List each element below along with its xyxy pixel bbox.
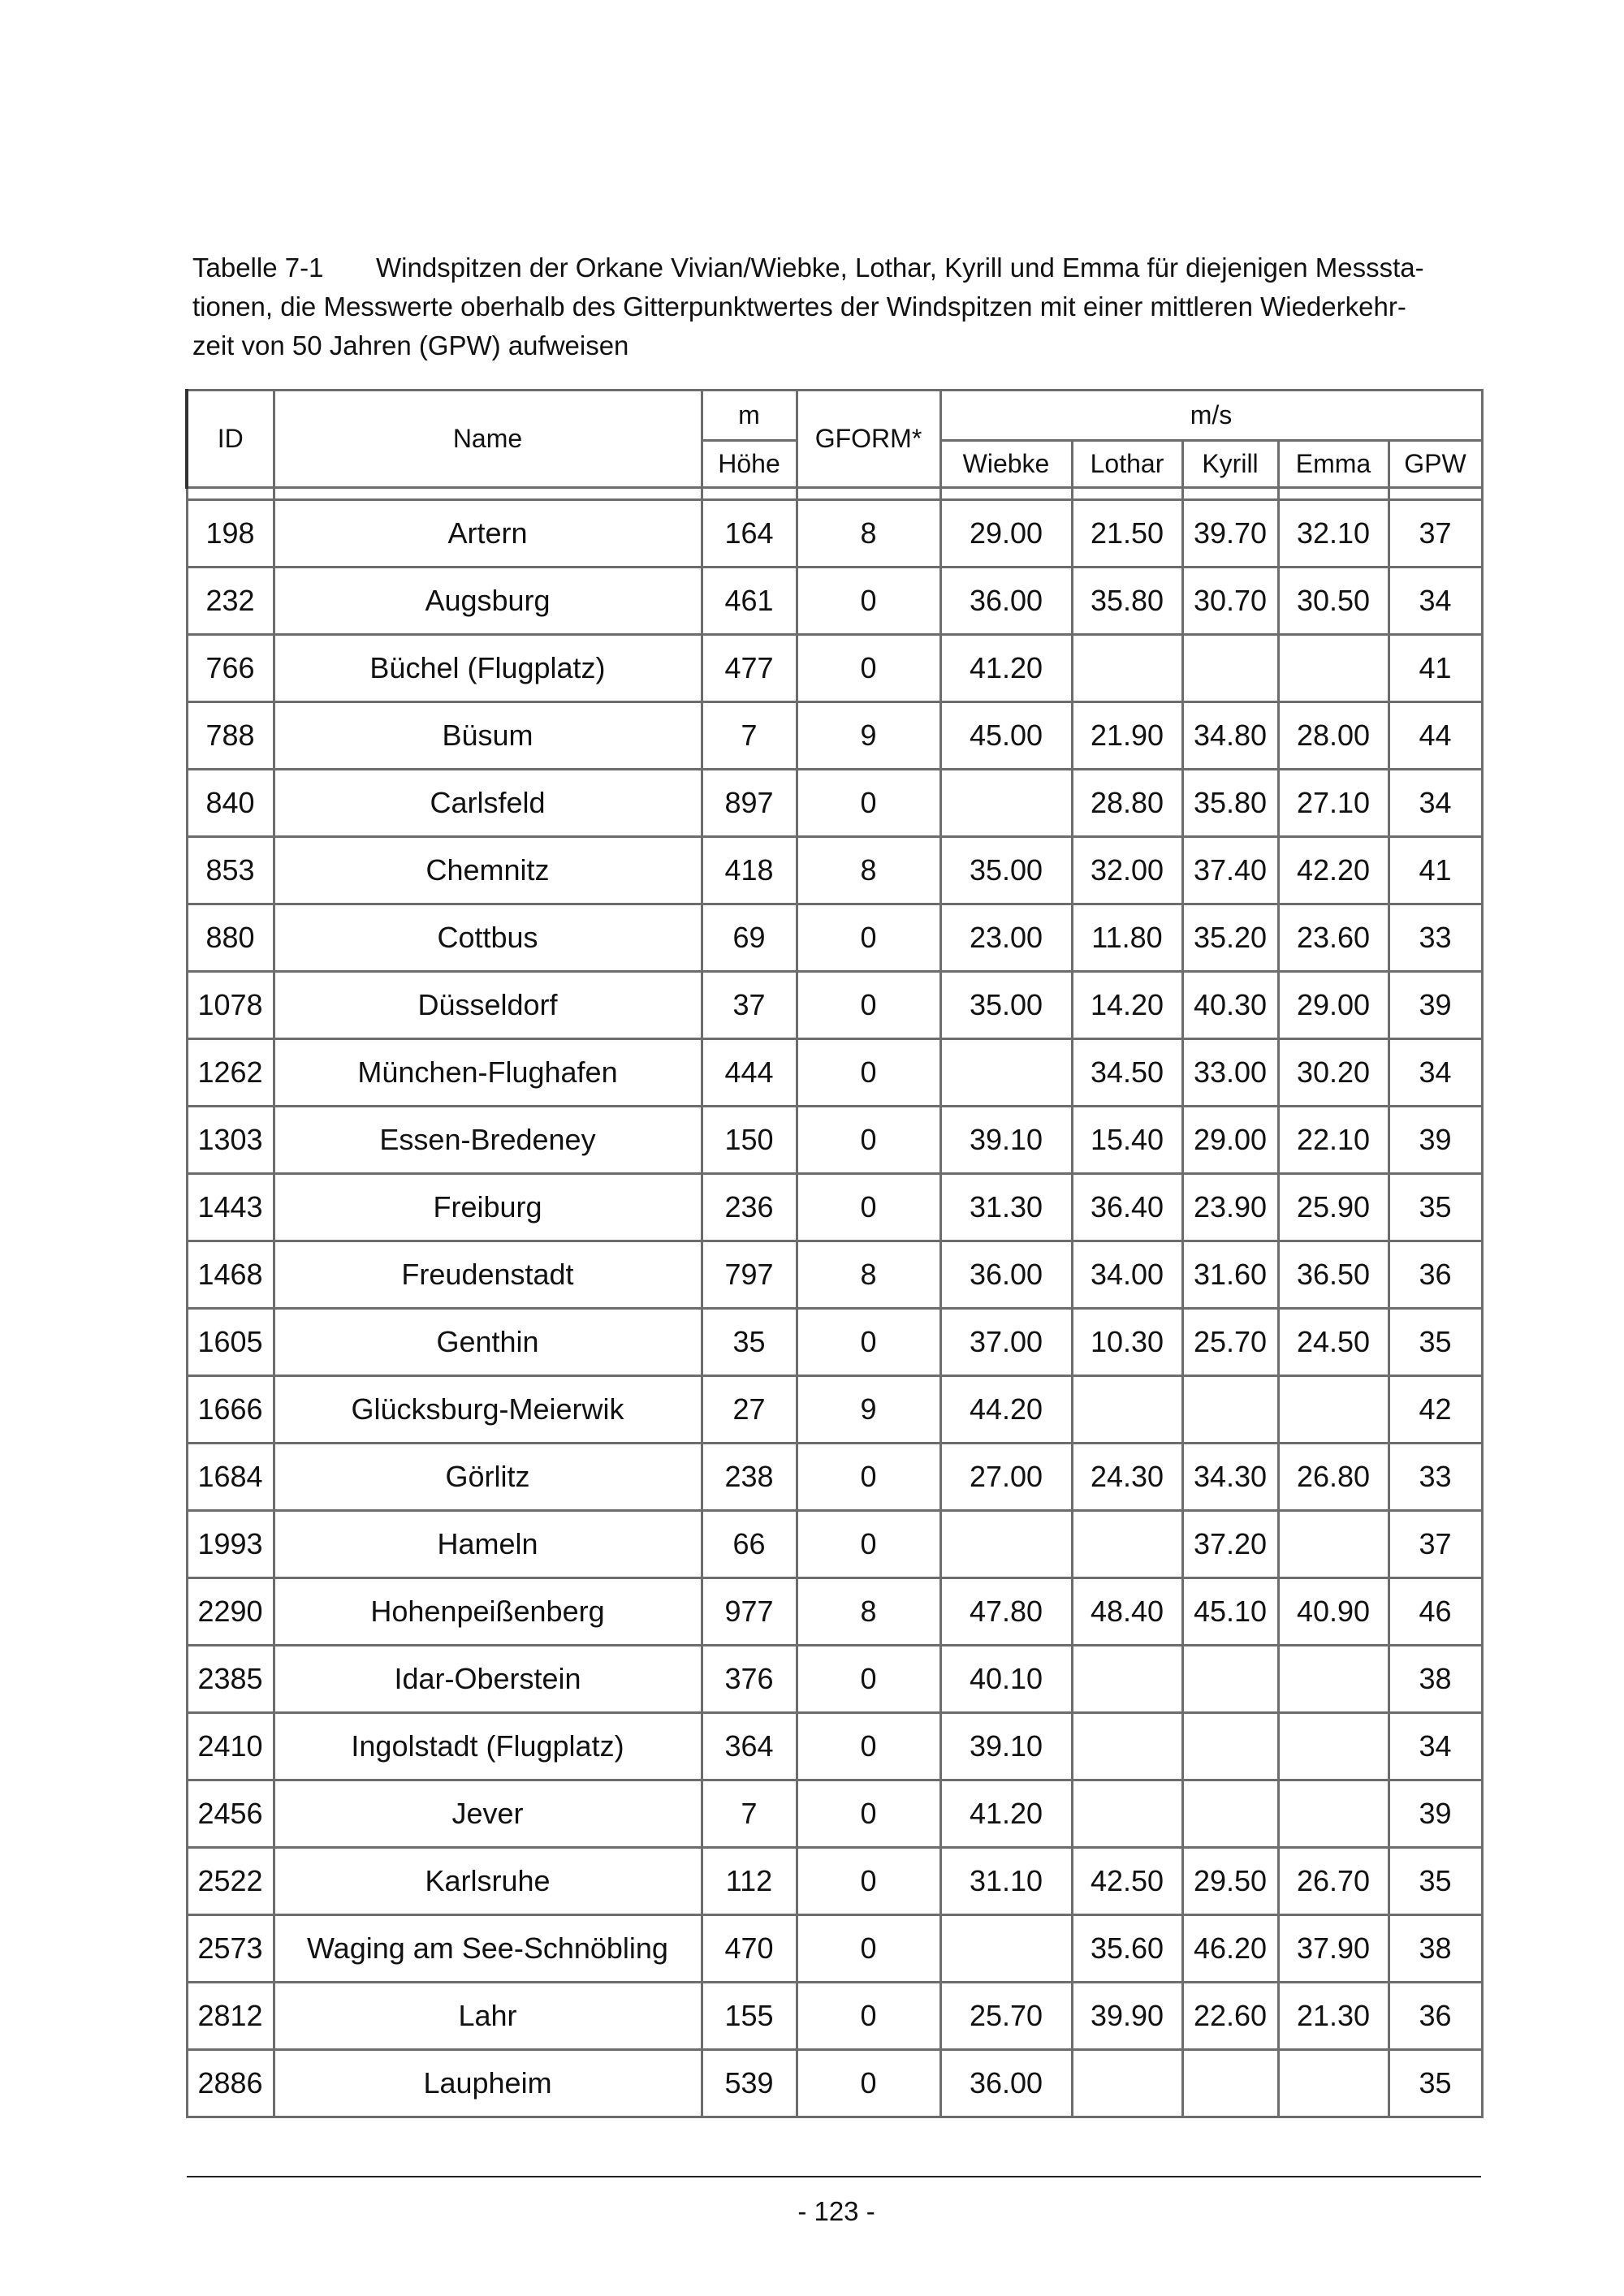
cell-kyrill [1182, 635, 1278, 702]
cell-emma: 37.90 [1278, 1915, 1389, 1983]
caption-line-3: zeit von 50 Jahren (GPW) aufweisen [192, 330, 629, 360]
cell-emma: 27.10 [1278, 770, 1389, 837]
page-number: - 123 - [797, 2196, 875, 2226]
cell-lothar [1072, 1511, 1182, 1578]
col-header-gform: GFORM* [797, 391, 940, 488]
col-header-unit-m: m [702, 391, 797, 441]
col-header-lothar: Lothar [1072, 441, 1182, 488]
cell-hoehe: 69 [702, 904, 797, 972]
cell-emma: 26.80 [1278, 1444, 1389, 1511]
cell-gform: 0 [797, 2050, 940, 2117]
col-header-wiebke: Wiebke [940, 441, 1072, 488]
cell-lothar: 42.50 [1072, 1848, 1182, 1915]
table-row [187, 635, 1482, 702]
caption-line-1 [192, 248, 1459, 287]
cell-wiebke [940, 1511, 1072, 1578]
cell-kyrill: 45.10 [1182, 1578, 1278, 1646]
cell-hoehe: 977 [702, 1578, 797, 1646]
cell-gform: 0 [797, 1713, 940, 1780]
table-row [187, 568, 1482, 635]
cell-gform: 0 [797, 770, 940, 837]
cell-emma: 29.00 [1278, 972, 1389, 1039]
cell-lothar: 39.90 [1072, 1983, 1182, 2050]
cell-gform: 0 [797, 1780, 940, 1848]
caption-text-1: Windspitzen der Orkane Vivian/Wiebke, Lothar, Kyrill und Emma für diejenigen Messsta- [376, 252, 1424, 283]
cell-id: 198 [187, 500, 274, 568]
cell-id: 853 [187, 837, 274, 904]
cell-wiebke: 27.00 [940, 1444, 1072, 1511]
cell-hoehe: 539 [702, 2050, 797, 2117]
cell-lothar: 10.30 [1072, 1309, 1182, 1376]
col-header-id: ID [187, 391, 274, 488]
table-caption [192, 248, 1459, 365]
cell-id: 1303 [187, 1107, 274, 1174]
cell-gpw: 37 [1389, 500, 1482, 568]
cell-name: Carlsfeld [274, 770, 702, 837]
table-row [187, 1915, 1482, 1983]
cell-kyrill: 34.30 [1182, 1444, 1278, 1511]
cell-gpw: 35 [1389, 1309, 1482, 1376]
cell-wiebke: 44.20 [940, 1376, 1072, 1444]
cell-gpw: 37 [1389, 1511, 1482, 1578]
cell-gpw: 35 [1389, 1174, 1482, 1241]
cell-id: 840 [187, 770, 274, 837]
cell-wiebke: 39.10 [940, 1713, 1072, 1780]
cell-hoehe: 35 [702, 1309, 797, 1376]
cell-wiebke: 36.00 [940, 568, 1072, 635]
cell-gpw: 44 [1389, 702, 1482, 770]
cell-emma: 24.50 [1278, 1309, 1389, 1376]
cell-wiebke [940, 770, 1072, 837]
cell-gpw: 39 [1389, 972, 1482, 1039]
cell-emma: 23.60 [1278, 904, 1389, 972]
cell-kyrill: 25.70 [1182, 1309, 1278, 1376]
cell-name: Laupheim [274, 2050, 702, 2117]
cell-kyrill [1182, 2050, 1278, 2117]
cell-gpw: 34 [1389, 1039, 1482, 1107]
cell-id: 2456 [187, 1780, 274, 1848]
cell-hoehe: 150 [702, 1107, 797, 1174]
cell-emma [1278, 1511, 1389, 1578]
cell-name: Essen-Bredeney [274, 1107, 702, 1174]
spacer-cell [1072, 488, 1182, 500]
cell-wiebke: 29.00 [940, 500, 1072, 568]
cell-emma: 36.50 [1278, 1241, 1389, 1309]
cell-name: Jever [274, 1780, 702, 1848]
table-row [187, 1107, 1482, 1174]
cell-hoehe: 364 [702, 1713, 797, 1780]
cell-hoehe: 7 [702, 702, 797, 770]
cell-gform: 9 [797, 702, 940, 770]
cell-gpw: 35 [1389, 1848, 1482, 1915]
cell-lothar [1072, 1780, 1182, 1848]
table-row [187, 1578, 1482, 1646]
cell-emma: 42.20 [1278, 837, 1389, 904]
cell-hoehe: 238 [702, 1444, 797, 1511]
cell-kyrill: 37.40 [1182, 837, 1278, 904]
cell-kyrill: 40.30 [1182, 972, 1278, 1039]
cell-wiebke: 31.10 [940, 1848, 1072, 1915]
cell-lothar: 34.50 [1072, 1039, 1182, 1107]
table-row [187, 1780, 1482, 1848]
cell-gform: 0 [797, 1646, 940, 1713]
cell-name: Düsseldorf [274, 972, 702, 1039]
table-row [187, 500, 1482, 568]
cell-id: 1684 [187, 1444, 274, 1511]
cell-lothar: 21.90 [1072, 702, 1182, 770]
cell-name: Augsburg [274, 568, 702, 635]
spacer-cell [1278, 488, 1389, 500]
cell-id: 1078 [187, 972, 274, 1039]
cell-hoehe: 418 [702, 837, 797, 904]
cell-kyrill: 31.60 [1182, 1241, 1278, 1309]
cell-kyrill: 30.70 [1182, 568, 1278, 635]
cell-gpw: 35 [1389, 2050, 1482, 2117]
cell-id: 2410 [187, 1713, 274, 1780]
cell-wiebke [940, 1915, 1072, 1983]
cell-id: 2812 [187, 1983, 274, 2050]
cell-lothar: 35.80 [1072, 568, 1182, 635]
cell-name: Büchel (Flugplatz) [274, 635, 702, 702]
cell-emma: 21.30 [1278, 1983, 1389, 2050]
cell-gpw: 41 [1389, 837, 1482, 904]
cell-lothar: 21.50 [1072, 500, 1182, 568]
cell-kyrill: 22.60 [1182, 1983, 1278, 2050]
cell-gform: 0 [797, 1848, 940, 1915]
cell-hoehe: 164 [702, 500, 797, 568]
cell-hoehe: 444 [702, 1039, 797, 1107]
cell-id: 788 [187, 702, 274, 770]
cell-gform: 8 [797, 1578, 940, 1646]
cell-kyrill: 46.20 [1182, 1915, 1278, 1983]
cell-gform: 0 [797, 1444, 940, 1511]
cell-kyrill: 37.20 [1182, 1511, 1278, 1578]
cell-name: Hameln [274, 1511, 702, 1578]
cell-id: 2385 [187, 1646, 274, 1713]
cell-gform: 0 [797, 568, 940, 635]
cell-name: Ingolstadt (Flugplatz) [274, 1713, 702, 1780]
cell-hoehe: 37 [702, 972, 797, 1039]
cell-id: 1443 [187, 1174, 274, 1241]
table-row [187, 1444, 1482, 1511]
cell-gform: 0 [797, 1174, 940, 1241]
cell-gform: 0 [797, 1915, 940, 1983]
cell-gform: 0 [797, 1511, 940, 1578]
cell-id: 2573 [187, 1915, 274, 1983]
spacer-cell [797, 488, 940, 500]
spacer-cell [702, 488, 797, 500]
cell-hoehe: 797 [702, 1241, 797, 1309]
cell-gpw: 34 [1389, 1713, 1482, 1780]
cell-lothar: 34.00 [1072, 1241, 1182, 1309]
cell-gpw: 39 [1389, 1780, 1482, 1848]
cell-wiebke: 47.80 [940, 1578, 1072, 1646]
cell-name: Idar-Oberstein [274, 1646, 702, 1713]
table-row [187, 702, 1482, 770]
col-header-hoehe: Höhe [702, 441, 797, 488]
spacer-cell [1389, 488, 1482, 500]
cell-kyrill [1182, 1713, 1278, 1780]
cell-id: 1993 [187, 1511, 274, 1578]
table-row [187, 2050, 1482, 2117]
cell-kyrill: 39.70 [1182, 500, 1278, 568]
cell-gpw: 46 [1389, 1578, 1482, 1646]
cell-kyrill: 34.80 [1182, 702, 1278, 770]
table-row [187, 1983, 1482, 2050]
cell-hoehe: 7 [702, 1780, 797, 1848]
cell-name: Chemnitz [274, 837, 702, 904]
cell-id: 2886 [187, 2050, 274, 2117]
cell-kyrill: 35.20 [1182, 904, 1278, 972]
cell-wiebke: 35.00 [940, 972, 1072, 1039]
cell-kyrill: 33.00 [1182, 1039, 1278, 1107]
cell-emma: 28.00 [1278, 702, 1389, 770]
table-row [187, 1174, 1482, 1241]
cell-hoehe: 897 [702, 770, 797, 837]
cell-gpw: 36 [1389, 1983, 1482, 2050]
cell-gform: 9 [797, 1376, 940, 1444]
cell-wiebke: 45.00 [940, 702, 1072, 770]
cell-wiebke [940, 1039, 1072, 1107]
table-row [187, 1848, 1482, 1915]
cell-lothar [1072, 1713, 1182, 1780]
table-row [187, 837, 1482, 904]
cell-emma [1278, 635, 1389, 702]
cell-emma [1278, 2050, 1389, 2117]
cell-lothar [1072, 1646, 1182, 1713]
cell-hoehe: 477 [702, 635, 797, 702]
cell-emma: 25.90 [1278, 1174, 1389, 1241]
cell-gform: 0 [797, 1983, 940, 2050]
caption-line-2: tionen, die Messwerte oberhalb des Gitterpunktwertes der Windspitzen mit einer mittleren Wiederkehr- [192, 291, 1406, 322]
cell-wiebke: 41.20 [940, 1780, 1072, 1848]
cell-gpw: 36 [1389, 1241, 1482, 1309]
spacer-cell [274, 488, 702, 500]
cell-gpw: 33 [1389, 1444, 1482, 1511]
cell-kyrill: 23.90 [1182, 1174, 1278, 1241]
cell-emma: 32.10 [1278, 500, 1389, 568]
cell-lothar [1072, 2050, 1182, 2117]
cell-wiebke: 40.10 [940, 1646, 1072, 1713]
spacer-cell [940, 488, 1072, 500]
cell-hoehe: 66 [702, 1511, 797, 1578]
cell-kyrill [1182, 1646, 1278, 1713]
cell-name: München-Flughafen [274, 1039, 702, 1107]
cell-id: 1468 [187, 1241, 274, 1309]
table-row [187, 1039, 1482, 1107]
cell-kyrill: 29.50 [1182, 1848, 1278, 1915]
footer-divider [187, 2176, 1481, 2177]
cell-id: 232 [187, 568, 274, 635]
table-row [187, 1713, 1482, 1780]
cell-emma [1278, 1376, 1389, 1444]
cell-gform: 0 [797, 972, 940, 1039]
cell-gform: 8 [797, 1241, 940, 1309]
cell-hoehe: 376 [702, 1646, 797, 1713]
spacer-cell [1182, 488, 1278, 500]
col-header-emma: Emma [1278, 441, 1389, 488]
cell-lothar [1072, 635, 1182, 702]
cell-gpw: 33 [1389, 904, 1482, 972]
cell-wiebke: 36.00 [940, 1241, 1072, 1309]
cell-wiebke: 31.30 [940, 1174, 1072, 1241]
cell-gpw: 34 [1389, 770, 1482, 837]
cell-name: Freudenstadt [274, 1241, 702, 1309]
cell-lothar: 28.80 [1072, 770, 1182, 837]
cell-kyrill [1182, 1376, 1278, 1444]
cell-lothar: 48.40 [1072, 1578, 1182, 1646]
cell-wiebke: 23.00 [940, 904, 1072, 972]
cell-gpw: 34 [1389, 568, 1482, 635]
cell-wiebke: 35.00 [940, 837, 1072, 904]
cell-gform: 8 [797, 837, 940, 904]
cell-kyrill: 35.80 [1182, 770, 1278, 837]
cell-name: Büsum [274, 702, 702, 770]
cell-id: 1262 [187, 1039, 274, 1107]
table-row [187, 1241, 1482, 1309]
spacer-cell [187, 488, 274, 500]
cell-lothar: 24.30 [1072, 1444, 1182, 1511]
cell-kyrill: 29.00 [1182, 1107, 1278, 1174]
cell-name: Karlsruhe [274, 1848, 702, 1915]
cell-id: 880 [187, 904, 274, 972]
cell-hoehe: 461 [702, 568, 797, 635]
cell-wiebke: 37.00 [940, 1309, 1072, 1376]
cell-id: 1666 [187, 1376, 274, 1444]
table-row [187, 972, 1482, 1039]
cell-gform: 0 [797, 1039, 940, 1107]
cell-emma: 26.70 [1278, 1848, 1389, 1915]
cell-lothar: 15.40 [1072, 1107, 1182, 1174]
header-row-units [187, 391, 1482, 441]
table-body [187, 488, 1482, 2117]
cell-kyrill [1182, 1780, 1278, 1848]
cell-emma: 22.10 [1278, 1107, 1389, 1174]
col-header-gpw: GPW [1389, 441, 1482, 488]
col-header-kyrill: Kyrill [1182, 441, 1278, 488]
cell-gpw: 42 [1389, 1376, 1482, 1444]
cell-gpw: 39 [1389, 1107, 1482, 1174]
cell-lothar: 35.60 [1072, 1915, 1182, 1983]
cell-hoehe: 27 [702, 1376, 797, 1444]
cell-emma: 30.20 [1278, 1039, 1389, 1107]
wind-peaks-table [185, 389, 1484, 2118]
cell-emma [1278, 1713, 1389, 1780]
cell-gform: 0 [797, 904, 940, 972]
table-row [187, 1309, 1482, 1376]
header-spacer-row [187, 488, 1482, 500]
col-header-unit-ms: m/s [940, 391, 1482, 441]
cell-gform: 0 [797, 635, 940, 702]
cell-name: Lahr [274, 1983, 702, 2050]
table-row [187, 1646, 1482, 1713]
cell-lothar: 36.40 [1072, 1174, 1182, 1241]
cell-wiebke: 41.20 [940, 635, 1072, 702]
cell-emma: 30.50 [1278, 568, 1389, 635]
cell-name: Genthin [274, 1309, 702, 1376]
cell-name: Cottbus [274, 904, 702, 972]
cell-hoehe: 236 [702, 1174, 797, 1241]
col-header-name: Name [274, 391, 702, 488]
caption-label: Tabelle 7-1 [192, 252, 324, 283]
cell-emma: 40.90 [1278, 1578, 1389, 1646]
cell-gform: 0 [797, 1107, 940, 1174]
cell-lothar: 32.00 [1072, 837, 1182, 904]
cell-lothar: 11.80 [1072, 904, 1182, 972]
cell-hoehe: 155 [702, 1983, 797, 2050]
cell-hoehe: 470 [702, 1915, 797, 1983]
table-row [187, 1376, 1482, 1444]
cell-wiebke: 39.10 [940, 1107, 1072, 1174]
cell-id: 2290 [187, 1578, 274, 1646]
cell-name: Görlitz [274, 1444, 702, 1511]
cell-name: Freiburg [274, 1174, 702, 1241]
cell-emma [1278, 1646, 1389, 1713]
cell-lothar: 14.20 [1072, 972, 1182, 1039]
cell-id: 1605 [187, 1309, 274, 1376]
cell-id: 2522 [187, 1848, 274, 1915]
cell-name: Artern [274, 500, 702, 568]
cell-name: Glücksburg-Meierwik [274, 1376, 702, 1444]
cell-gpw: 38 [1389, 1915, 1482, 1983]
cell-wiebke: 25.70 [940, 1983, 1072, 2050]
cell-name: Waging am See-Schnöbling [274, 1915, 702, 1983]
cell-id: 766 [187, 635, 274, 702]
cell-lothar [1072, 1376, 1182, 1444]
table-row [187, 904, 1482, 972]
cell-gform: 8 [797, 500, 940, 568]
cell-wiebke: 36.00 [940, 2050, 1072, 2117]
cell-emma [1278, 1780, 1389, 1848]
cell-gpw: 41 [1389, 635, 1482, 702]
cell-gform: 0 [797, 1309, 940, 1376]
table-row [187, 1511, 1482, 1578]
cell-hoehe: 112 [702, 1848, 797, 1915]
cell-name: Hohenpeißenberg [274, 1578, 702, 1646]
cell-gpw: 38 [1389, 1646, 1482, 1713]
table-row [187, 770, 1482, 837]
